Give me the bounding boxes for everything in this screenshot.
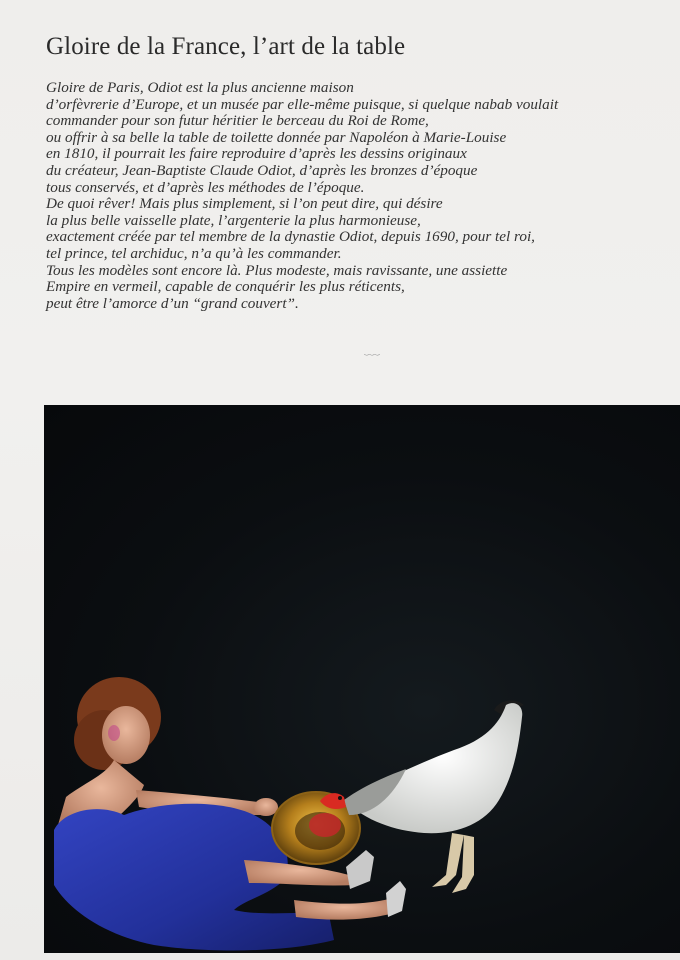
body-line: en 1810, il pourrait les faire reproduire d’après les dessins originaux [46,145,467,163]
body-line: commander pour son futur héritier le berceau du Roi de Rome, [46,112,429,130]
body-line: Gloire de Paris, Odiot est la plus ancienne maison [46,79,354,96]
pencil-mark: ﹏ [364,341,381,358]
body-line: Empire en vermeil, capable de conquérir les plus réticents, [46,278,405,296]
body-line: du créateur, Jean-Baptiste Claude Odiot, d’après les bronzes d’époque [46,161,478,179]
body-line: d’orfèvrerie d’Europe, et un musée par elle-même puisque, si quelque nabab voulait [46,95,559,113]
article-body [46,80,646,312]
photo-illustration [44,405,680,953]
article-title: Gloire de la France, l’art de la table [46,33,406,60]
body-line: exactement créée par tel membre de la dynastie Odiot, depuis 1690, pour tel roi, [46,228,535,246]
body-line: peut être l’amorce d’un “grand couvert”. [46,294,299,312]
body-line: ou offrir à sa belle la table de toilette donnée par Napoléon à Marie-Louise [46,128,507,146]
body-line: tous conservés, et d’après les méthodes de l’époque. [46,178,365,196]
body-line: De quoi rêver! Mais plus simplement, si l’on peut dire, qui désire [46,195,443,213]
editorial-photo [44,405,680,953]
body-line: la plus belle vaisselle plate, l’argenterie la plus harmonieuse, [46,211,421,229]
body-line: tel prince, tel archiduc, n’a qu’à les commander. [46,244,342,262]
body-line: Tous les modèles sont encore là. Plus modeste, mais ravissante, une assiette [46,261,508,279]
